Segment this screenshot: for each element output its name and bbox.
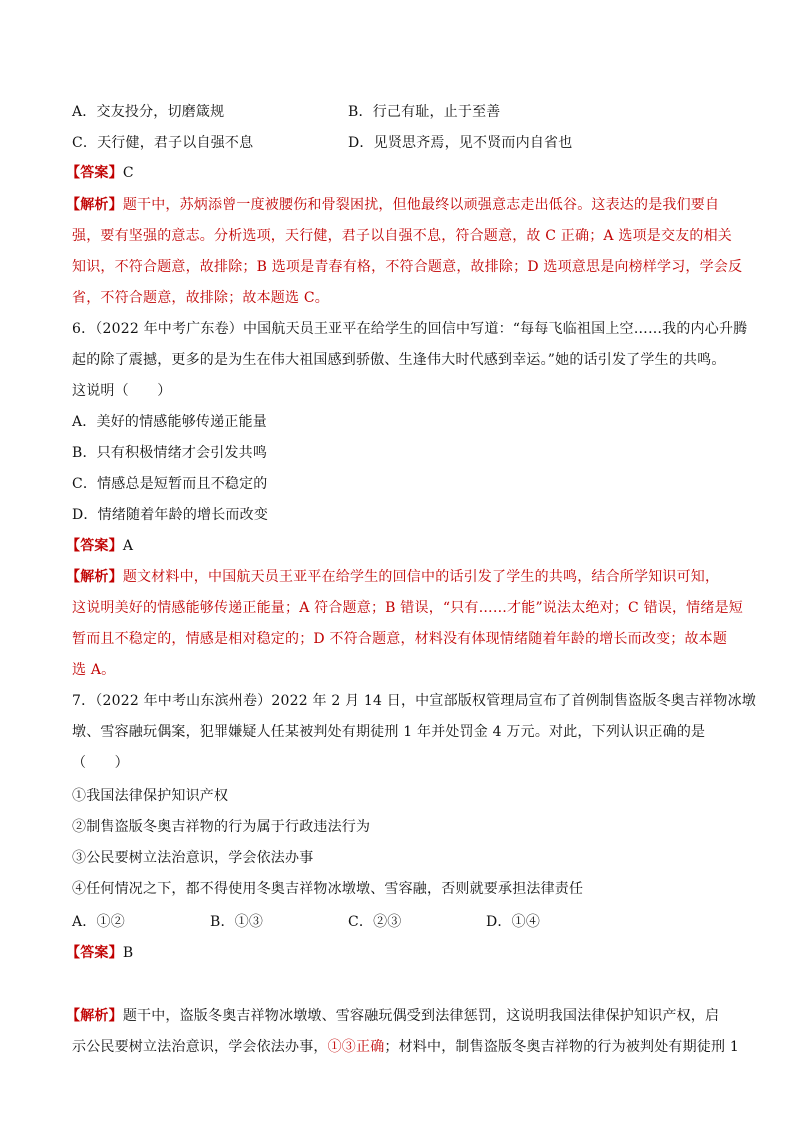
q5-analysis-line-1	[66, 195, 719, 215]
analysis-label: 【解析】	[66, 569, 123, 585]
q7-option-a: A．①②	[72, 914, 125, 930]
answer-value: C	[122, 165, 134, 181]
q7-option-d: D．①④	[486, 914, 541, 930]
q7-option-c: C．②③	[348, 914, 402, 930]
q5-option-d: D．见贤思齐焉，见不贤而内自省也	[348, 135, 573, 151]
analysis-text-highlight: ①③正确	[327, 1039, 385, 1055]
q7-stem-line-2: 墩、雪容融玩偶案，犯罪嫌疑人任某被判处有期徒刑 1 年并处罚金 4 万元。对此，下列认识正确的是	[72, 724, 706, 740]
q5-option-b-wrap	[348, 102, 501, 122]
analysis-text: 题干中，盗版冬奥吉祥物冰墩墩、雪容融玩偶受到法律惩罚，这说明我国法律保护知识产权，启	[122, 1008, 720, 1024]
q6-analysis-line-1	[66, 567, 719, 587]
q6-option-a: A．美好的情感能够传递正能量	[72, 414, 267, 430]
q7-statement-3: ③公民要树立法治意识，学会依法办事	[72, 850, 314, 866]
q6-stem-line-3: 这说明（ ）	[72, 383, 172, 399]
q7-answer	[66, 943, 133, 963]
analysis-label: 【解析】	[66, 1008, 123, 1024]
q7-statement-2: ②制售盗版冬奥吉祥物的行为属于行政违法行为	[72, 819, 371, 835]
q7-stem-line-3: （ ）	[72, 755, 129, 771]
q7-option-b: B．①③	[210, 914, 264, 930]
q6-analysis-line-2: 这说明美好的情感能够传递正能量；A 符合题意；B 错误，“只有……才能”说法太绝对；C 错误，情绪是短	[72, 600, 743, 616]
q7-statement-4: ④任何情况之下，都不得使用冬奥吉祥物冰墩墩、雪容融，否则就要承担法律责任	[72, 881, 584, 897]
q6-option-d: D．情绪随着年龄的增长而改变	[72, 507, 269, 523]
answer-value: A	[122, 538, 134, 554]
answer-label: 【答案】	[66, 165, 123, 181]
q7-statement-1: ①我国法律保护知识产权	[72, 788, 229, 804]
answer-label: 【答案】	[66, 538, 123, 554]
q5-option-c: C．天行健，君子以自强不息	[72, 135, 254, 151]
q7-analysis-line-2	[72, 1037, 739, 1057]
q7-stem-line-1: 7．（2022 年中考山东滨州卷）2022 年 2 月 14 日，中宣部版权管理局宣布了首例制售盗版冬奥吉祥物冰墩	[72, 693, 756, 709]
q5-option-d-wrap	[348, 133, 572, 153]
q7-analysis-line-1	[66, 1006, 719, 1026]
answer-label: 【答案】	[66, 945, 123, 961]
q5-analysis-line-3: 知识，不符合题意，故排除；B 选项是青春有格，不符合题意，故排除；D 选项意思是向榜样学习，学会反	[72, 259, 743, 275]
q5-answer	[66, 163, 134, 183]
analysis-text-part-a: 示公民要树立法治意识，学会依法办事，	[72, 1039, 328, 1055]
q5-option-row-ab	[72, 102, 224, 122]
analysis-label: 【解析】	[66, 197, 123, 213]
answer-value: B	[122, 945, 134, 961]
q6-analysis-line-3: 暂而且不稳定的，情感是相对稳定的；D 不符合题意，材料没有体现情绪随着年龄的增长而改变；故本题	[72, 631, 728, 647]
q5-option-a: A．交友投分，切磨箴规	[72, 104, 225, 120]
analysis-text-part-b: ；材料中，制售盗版冬奥吉祥物的行为被判处有期徒刑 1	[384, 1039, 739, 1055]
q5-analysis-line-4: 省，不符合题意，故排除；故本题选 C。	[72, 290, 329, 306]
q5-option-row-cd	[72, 133, 253, 153]
q5-analysis-line-2: 强，要有坚强的意志。分析选项，天行健，君子以自强不息，符合题意，故 C 正确；A 选项是交友的相关	[72, 228, 732, 244]
q5-option-b: B．行己有耻，止于至善	[348, 104, 501, 120]
q6-stem-line-2: 起的除了震撼，更多的是为生在伟大祖国感到骄傲、生逢伟大时代感到幸运。”她的话引发了学生的共鸣。	[72, 352, 726, 368]
analysis-text: 题干中，苏炳添曾一度被腰伤和骨裂困扰，但他最终以顽强意志走出低谷。这表达的是我们要自	[122, 197, 720, 213]
q6-option-c: C．情感总是短暂而且不稳定的	[72, 476, 268, 492]
analysis-text: 题文材料中，中国航天员王亚平在给学生的回信中的话引发了学生的共鸣，结合所学知识可知，	[122, 569, 720, 585]
q6-answer	[66, 536, 133, 556]
q6-option-b: B．只有积极情绪才会引发共鸣	[72, 445, 268, 461]
q6-analysis-line-4: 选 A。	[72, 662, 116, 678]
q6-stem-line-1: 6．（2022 年中考广东卷）中国航天员王亚平在给学生的回信中写道：“每每飞临祖国上空……我的内心升腾	[72, 321, 748, 337]
